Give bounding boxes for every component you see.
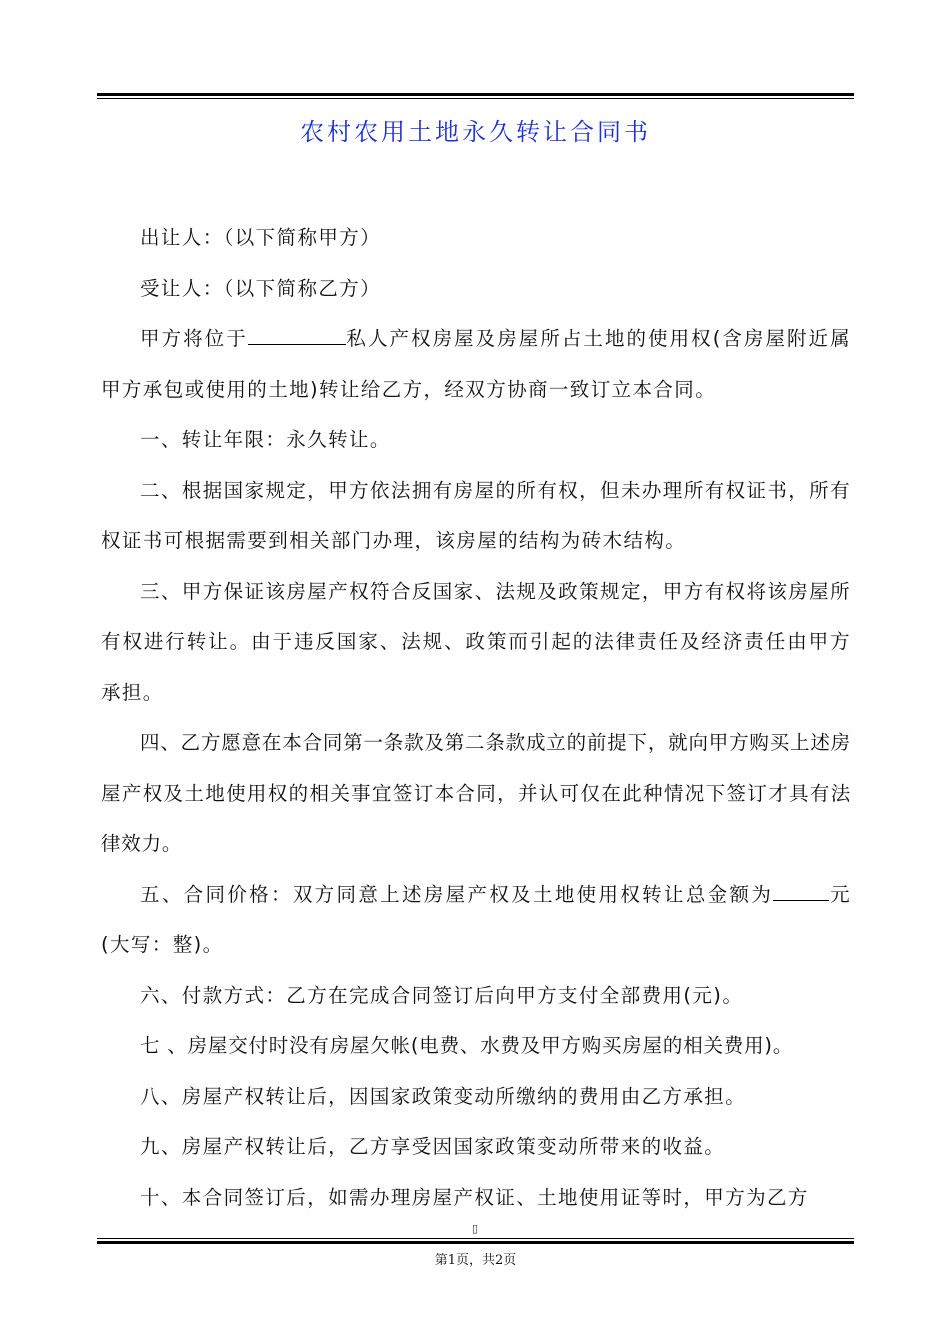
- clause-9: 九、房屋产权转让后，乙方享受因国家政策变动所带来的收益。: [140, 1135, 726, 1158]
- paragraph-intro: [101, 314, 851, 415]
- clause-6: 六、付款方式：乙方在完成合同签订后向甲方支付全部费用(元)。: [140, 983, 744, 1007]
- placeholder-glyph: ▯: [471, 1222, 479, 1235]
- clause-4: 四、乙方愿意在本合同第一条款及第二条款成立的前提下，就向甲方购买上述房屋产权及土地使用权的相关事宜签订本合同，并认可仅在此种情况下签订才具有法律效力。: [101, 731, 851, 855]
- price-text-end: 元(大写：整)。: [101, 882, 851, 956]
- clause-2: 二、根据国家规定，甲方依法拥有房屋的所有权，但未办理所有权证书，所有权证书可根据需要到相关部门办理，该房屋的结构为砖木结构。: [101, 478, 851, 552]
- intro-text-end: 私人产权房屋及房屋所占土地的使用权(含房屋附近属甲方承包或使用的土地)转让给乙方，经双方协商一致订立本合同。: [101, 327, 851, 401]
- clause-3: 三、甲方保证该房屋产权符合反国家、法规及政策规定，甲方有权将该房屋所有权进行转让。由于违反国家、法规、政策而引起的法律责任及经济责任由甲方承担。: [101, 579, 851, 704]
- footer-rule-thin: [97, 1238, 854, 1239]
- document-title: 农村农用土地永久转让合同书: [300, 118, 651, 146]
- contract-body: [101, 213, 851, 1223]
- header-rule-thin: [97, 98, 854, 99]
- paragraph-transferee: 受让人：（以下简称乙方）: [140, 276, 382, 300]
- footer-rule-thick: [97, 1241, 854, 1244]
- clause-5: [101, 870, 851, 971]
- clause-10: 十、本合同签订后，如需办理房屋产权证、土地使用证等时，甲方为乙方: [140, 1185, 809, 1209]
- intro-text-start: 甲方将位于: [140, 327, 248, 350]
- price-blank: [773, 878, 829, 900]
- location-blank: [248, 323, 346, 345]
- clause-1: 一、转让年限：永久转让。: [140, 428, 391, 451]
- paragraph-transferor: 出让人：（以下简称甲方）: [140, 226, 382, 249]
- page-number: 第1页，共2页: [434, 1253, 517, 1268]
- price-text: 五、合同价格：双方同意上述房屋产权及土地使用权转让总金额为: [140, 882, 774, 906]
- clause-7: 七 、房屋交付时没有房屋欠帐(电费、水费及甲方购买房屋的相关费用)。: [140, 1034, 794, 1057]
- header-rule-thick: [97, 93, 854, 96]
- clause-8: 八、房屋产权转让后，因国家政策变动所缴纳的费用由乙方承担。: [140, 1084, 747, 1108]
